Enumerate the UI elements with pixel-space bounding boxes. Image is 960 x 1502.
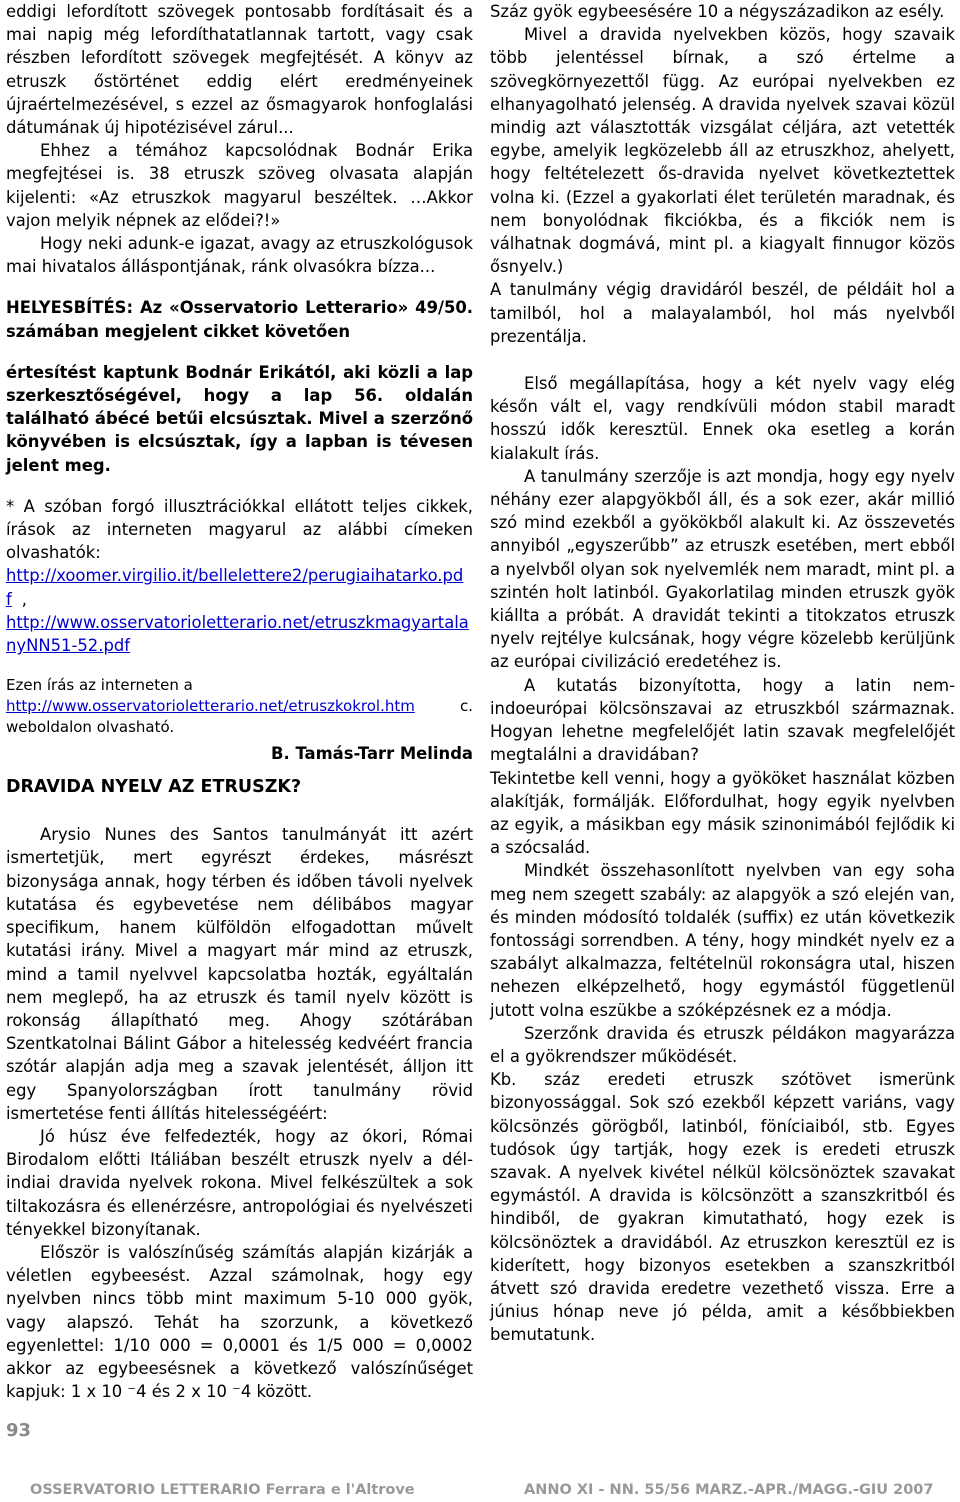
link-perugia[interactable]: http://xoomer.virgilio.it/bellelettere2/perugiaihatarko.pdf ,: [6, 566, 464, 609]
paragraph-r5: A tanulmány szerzője is azt mondja, hogy egy nyelv néhány ezer alapgyökből áll, és a sok ezer, akár millió szó mind ezekből a gyökökből alakult ki. Az összevetés annyiból „egyszerűbb” az etruszk esetében, mert ebből a nyelvből olyan sok nyelvemlék nem maradt, mint pl. a szintén holt latinból. Gyakorlatilag minden etruszk gyök kiállta a próbát. A dravidát tekinti a titokzatos etruszk nyelv rejtélye kulcsának, hogy végre közelebb kerüljünk az európai civilizáció eredetéhez is.: [490, 466, 955, 672]
paragraph-r1: Száz gyök egybeesésére 10 a négyszázadikon az esély.: [490, 2, 945, 21]
paragraph-discovery: Jó húsz éve felfedezték, hogy az ókori, Római Birodalom előtti Itáliában beszélt etruszk nyelv a dél-indiai dravida nyelvek rokona. Mivel felkészültek a sok tiltakozásra és ellenérzésre, antropológiai és nyelvészeti tényekkel bizonyítanak.: [6, 1126, 473, 1239]
correction-notice-body: értesítést kaptunk Bodnár Erikától, aki közli a lap szerkesztőségével, hogy a lap 56. oldalán található ábécé betűi elcsúsztak. Mivel a szerzőnő könyvében is elcsúsztak, így a lapban is tévesen jelent meg.: [6, 362, 473, 475]
paragraph-r2: Mivel a dravida nyelvekben közös, hogy szavaik több jelentéssel bírnak, a szó értelme a szövegkörnyezettől függ. Az európai nyelvekben ez elhanyagolható jelenség. A dravida nyelvek szavai közül mindig azt választották vizsgálat céljára, azt vetették egybe, amelyik legközelebb áll az etruszkhoz, ahelyett, hogy feltételezett ős-dravida nyelvet következtettek volna ki. (Ezzel a gyakorlati élet területén maradnak, és nem bonyolódnak fikciókba, és a fikciók nem is válhatnak dogmává, mint pl. a kiagyalt finnugor közös ősnyelv.): [490, 25, 955, 277]
page-footer: [0, 1482, 960, 1502]
paragraph-r6: A kutatás bizonyította, hogy a latin nem-indoeurópai kölcsönszavai az etruszkból származnak. Hogyan lehetne megfelelőjét latin szavak megfelelőjét megtalálni a dravidában?: [490, 675, 955, 765]
footer-publication: OSSERVATORIO LETTERARIO Ferrara e l'Altrove: [30, 1482, 415, 1498]
link-etruszkmagyar[interactable]: http://www.osservatorioletterario.net/etruszkmagyartalanyNN51-52.pdf: [6, 612, 469, 656]
footnote-text: * A szóban forgó illusztrációkkal ellátott teljes cikkek, írások az interneten magyarul az alábbi címeken olvashatók:: [6, 496, 473, 563]
paragraph-r3: A tanulmány végig dravidáról beszél, de példáit hol a tamilból, hol a malayalamból, hol más nyelvből prezentálja.: [490, 280, 955, 346]
web-note-link-row: [6, 696, 473, 717]
paragraph-intro: eddigi lefordított szövegek pontosabb fordításait és a mai napig még lefordíthatatlannak tartott, vagy csak részben lefordított szövegek megfejtését. A könyv az etruszk őstörténet eddig elért eredményeinek újraértelmezésével, s ezzel az ősmagyarok honfoglalási dátumának új hipotézisével zárul...: [6, 2, 473, 138]
right-column: [490, 0, 955, 1347]
signature: B. Tamás-Tarr Melinda: [271, 744, 473, 764]
paragraph-bodnar: Ehhez a témához kapcsolódnak Bodnár Erika megfejtései is. 38 etruszk szöveg olvasata alapján kijelenti: «Az etruszkok magyarul beszéltek. …Akkor vajon melyik népnek az elődei?!»: [6, 141, 473, 230]
paragraph-r10: Kb. száz eredeti etruszk szótövet ismerünk bizonyossággal. Sok szó ezekből képzett variáns, vagy kölcsönzés görögből, latinból, föníciaiból, stb. Egyes tudósok úgy tartják, hogy ezek is eredeti etruszk szavak. A nyelvek kivétel nélkül kölcsönöztek szavakat egymástól. A dravida is kölcsönzött a szanszkritból és hindiből, de gyakran kimutatható, hogy ezek is kölcsönöztek a dravidából. Az etruszkon keresztül ez is kiderített, hogy bizonyos esetekben a szanszkritból átvett szó dravida eredetre vezethető vissza. Erre a június hónap neve jó példa, amit a későbbiekben bemutatunk.: [490, 1070, 955, 1345]
paragraph-r8: Mindkét összehasonlított nyelvben van egy soha meg nem szegett szabály: az alapgyök a szó elején van, és minden módosító toldalék (suffix) ez után következik fontossági sorrendben. A tény, hogy mindkét nyelv ez a szabályt alkalmazza, feltételnül rokonságra utal, hiszen nehezen elképzelhető, hogy egymástól függetlenül jutott volna eszükbe a szóképzésnek ez a módja.: [490, 861, 955, 1020]
paragraph-r9: Szerzőnk dravida és etruszk példákon magyarázza el a gyökrendszer működését.: [490, 1023, 955, 1066]
paragraph-reader: Hogy neki adunk-e igazat, avagy az etruszkológusok mai hivatalos álláspontjának, ránk olvasókra bízza...: [6, 234, 473, 277]
footer-issue: ANNO XI - NN. 55/56 MARZ.-APR./MAGG.-GIU 2007: [524, 1482, 934, 1498]
article-title: DRAVIDA NYELV AZ ETRUSZK?: [6, 777, 302, 798]
web-note-line1: Ezen írás az interneten a: [6, 676, 193, 695]
web-note-c: c.: [459, 697, 473, 716]
paragraph-r7: Tekintetbe kell venni, hogy a gyököket használat közben alakítják, formálják. Előfordulhat, hogy egyik nyelvben az egyik, a másikban egy másik szinonimából fejlődik ki a szócsalád.: [490, 768, 955, 858]
paragraph-r4: Első megállapítása, hogy a két nyelv vagy elég későn vált el, vagy rendkívüli módon stabil maradt hosszú idők keresztül. Ennek oka esetleg a korán kialakult írás.: [490, 374, 955, 463]
link-etruszkokrol[interactable]: http://www.osservatorioletterario.net/etruszkokrol.htm: [6, 697, 415, 716]
left-column: [6, 0, 473, 1403]
paragraph-probability: Először is valószínűség számítás alapján kizárják a véletlen egybeesést. Azzal számolnak, hogy egy nyelvben nincs több mint maximum 5-10 000 gyök, vagy alapszó. Tehát ha szorzunk, a következő egyenlettel: 1/10 000 = 0,0001 és 1/5 000 = 0,0002 akkor az egybeesésnek a következő valószínűséget kapjuk: 1 x 10 ⁻4 és 2 x 10 ⁻4 között.: [6, 1242, 473, 1402]
page-number: 93: [6, 1420, 32, 1441]
correction-notice-heading: HELYESBÍTÉS: Az «Osservatorio Letterario» 49/50. számában megjelent cikket követően: [6, 298, 473, 341]
web-note-line2: weboldalon olvasható.: [6, 718, 175, 737]
paragraph-arysio: Arysio Nunes des Santos tanulmányát itt azért ismertetjük, mert egyrészt érdekes, másrészt bizonysága annak, hogy térben és időben távoli nyelvek kutatása és egybevetése nem délibábos magyar specifikum, hanem külföldön elfogadottan művelt kutatási irány. Mivel a magyart már mind az etruszk, mind a tamil nyelvvel kapcsolatba hozták, egyáltalán nem meglepő, ha az etruszk és tamil nyelv között is rokonság állapítható meg. Ahogy szótárában Szentkatolnai Bálint Gábor a hitelesség kedvéért francia szótár alapján adja meg a szavak jelentését, álljon itt egy Spanyolországban írott tanulmány rövid ismertetése fenti állítás hitelességéért:: [6, 825, 473, 1123]
